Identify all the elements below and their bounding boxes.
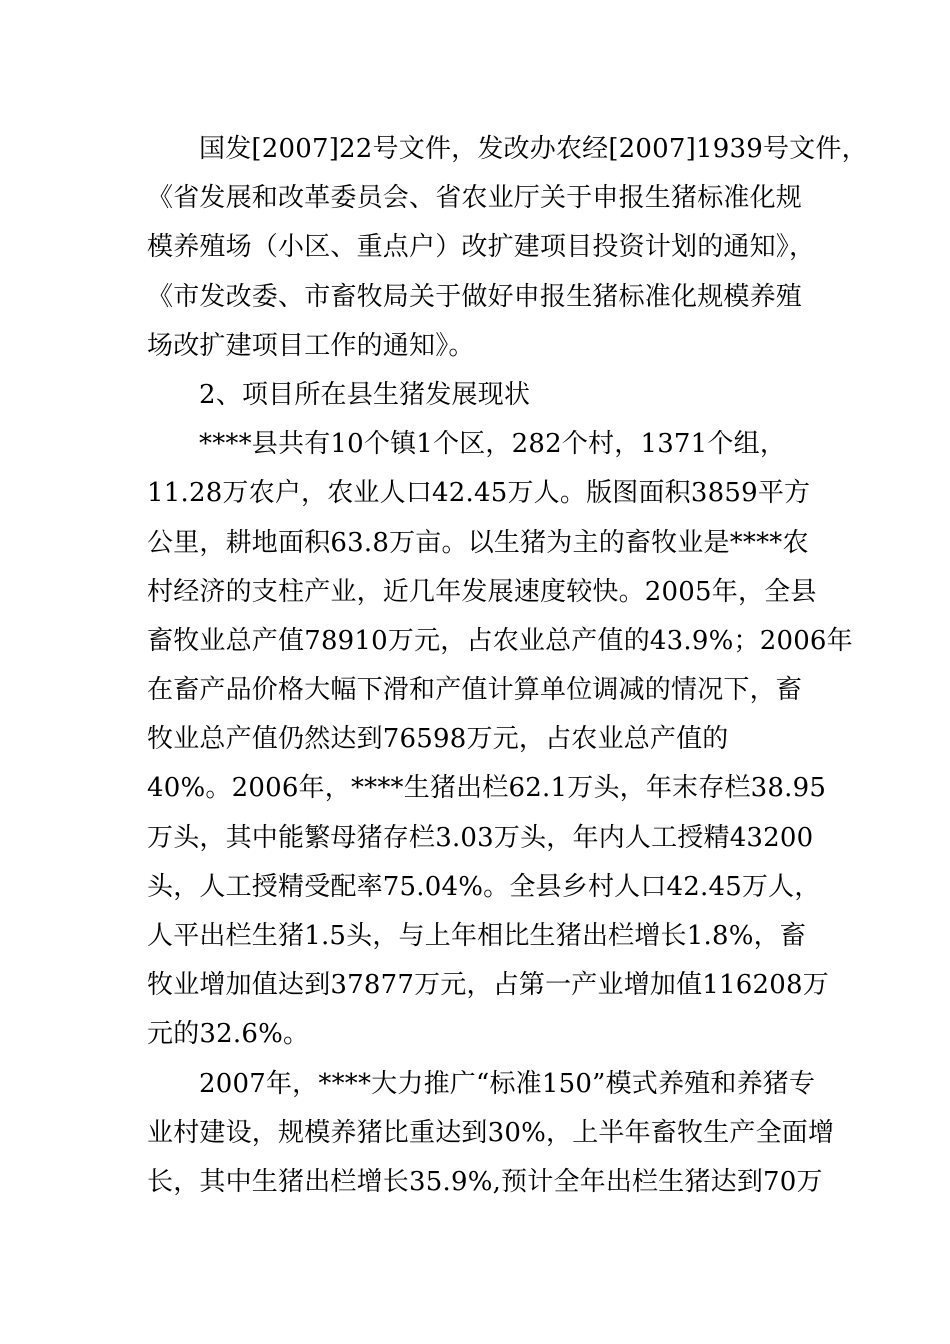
paragraph-line: 村经济的支柱产业，近几年发展速度较快。2005年，全县: [147, 576, 817, 607]
paragraph-line: 《市发改委、市畜牧局关于做好申报生猪标准化规模养殖: [147, 281, 803, 312]
paragraph-line: 长，其中生猪出栏增长35.9%,预计全年出栏生猪达到70万: [147, 1166, 823, 1197]
paragraph-line: 场改扩建项目工作的通知》。: [147, 330, 475, 361]
paragraph-line: 元的32.6%。: [147, 1019, 310, 1050]
paragraph-line: 2007年，****大力推广“标准150”模式养殖和养猪专: [199, 1068, 816, 1099]
paragraph-line: 牧业总产值仍然达到76598万元，占农业总产值的: [147, 724, 729, 755]
paragraph-line: 国发[2007]22号文件，发改办农经[2007]1939号文件，: [199, 134, 868, 164]
paragraph-line: 《省发展和改革委员会、省农业厅关于申报生猪标准化规: [147, 183, 803, 214]
paragraph-line: 公里，耕地面积63.8万亩。以生猪为主的畜牧业是****农: [147, 527, 809, 558]
paragraph-line: 业村建设，规模养猪比重达到30%，上半年畜牧生产全面增: [147, 1117, 835, 1148]
paragraph-line: 模养殖场（小区、重点户）改扩建项目投资计划的通知》，: [147, 232, 816, 263]
paragraph-line: 在畜产品价格大幅下滑和产值计算单位调减的情况下，畜: [147, 675, 803, 706]
paragraph-line: 牧业增加值达到37877万元，占第一产业增加值116208万: [147, 970, 829, 1001]
section-heading: 2、项目所在县生猪发展现状: [199, 379, 531, 410]
paragraph-line: 人平出栏生猪1.5头，与上年相比生猪出栏增长1.8%，畜: [147, 921, 807, 951]
body-text: [147, 125, 868, 1207]
paragraph-line: 40%。2006年，****生猪出栏62.1万头，年末存栏38.95: [147, 773, 827, 804]
paragraph-line: 万头，其中能繁母猪存栏3.03万头，年内人工授精43200: [147, 822, 814, 853]
paragraph-line: 畜牧业总产值78910万元，占农业总产值的43.9%；2006年: [147, 625, 853, 656]
paragraph-line: ****县共有10个镇1个区，282个村，1371个组，: [199, 429, 787, 460]
paragraph-line: 11.28万农户，农业人口42.45万人。版图面积3859平方: [147, 478, 811, 509]
paragraph-line: 头，人工授精受配率75.04%。全县乡村人口42.45万人，: [147, 871, 821, 902]
